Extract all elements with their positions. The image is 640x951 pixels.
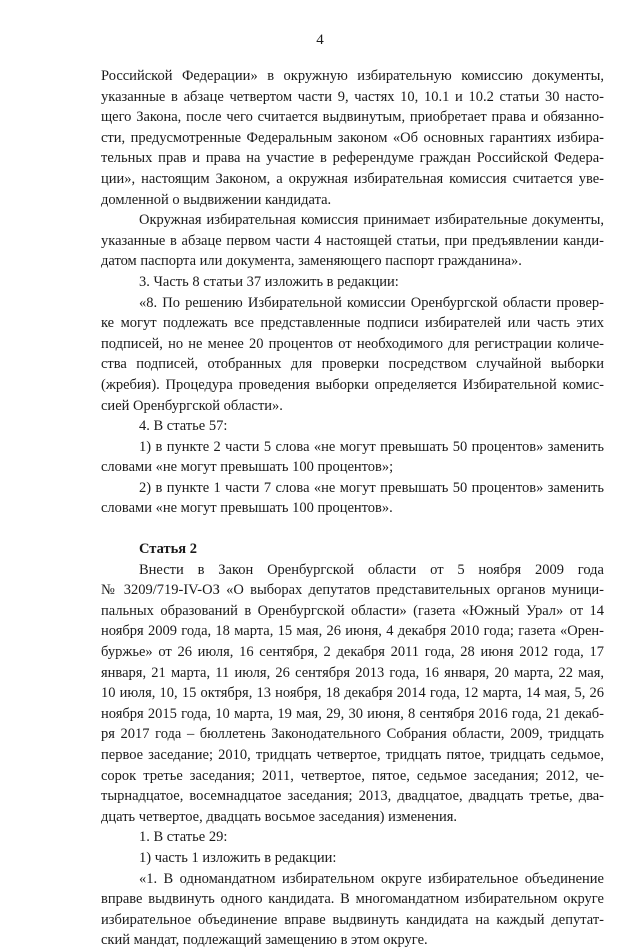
text-line: указанные в абзаце четвертом части 9, частях 10, 10.1 и 10.2 статьи 30 насто- [101, 88, 604, 105]
text-line: ции», настоящим Законом, а окружная избирательная комиссия считается уве- [101, 170, 604, 187]
text-line: вправе выдвинуть одного кандидата. В многомандатном избирательном округе [101, 891, 604, 908]
text-line: ря 2017 года – бюллетень Законодательного Собрания области, 2009, тридцать [101, 726, 604, 743]
text-line: первое заседание; 2010, тридцать четвертое, тридцать пятое, тридцать седьмое, [101, 747, 604, 763]
text-line: словами «не могут превышать 100 процентов»; [101, 459, 394, 476]
text-line: ноября 2015 года, 10 марта, 19 мая, 29, 30 июня, 8 сентября 2016 года, 21 декаб- [101, 705, 604, 722]
text-line: 4. В статье 57: [139, 418, 228, 435]
text-line: Окружная избирательная комиссия принимает избирательные документы, [139, 212, 604, 229]
text-line: ства подписей, отобранных для проверки посредством случайной выборки [101, 356, 604, 373]
text-line: словами «не могут превышать 100 процентов». [101, 500, 393, 517]
text-line: буржье» от 26 июля, 16 сентября, 2 декабря 2011 года, 28 июня 2012 года, 17 [101, 644, 604, 661]
text-line: подписей, но не менее 20 процентов от необходимого для регистрации количе- [101, 335, 604, 352]
text-line: домленной о выдвижении кандидата. [101, 191, 332, 208]
text-line: (жребия). Процедура проведения выборки определяется Избирательной комис- [101, 376, 604, 393]
text-line: указанные в абзаце первом части 4 настоящей статьи, при предъявлении канди- [101, 232, 604, 249]
text-line: датом паспорта или документа, заменяющего паспорт гражданина». [101, 253, 522, 270]
text-line: 1) в пункте 2 части 5 слова «не могут превышать 50 процентов» заменить [139, 438, 604, 455]
text-line: пальных образований в Оренбургской области» (газета «Южный Урал» от 14 [101, 602, 604, 619]
page-number: 4 [316, 32, 324, 48]
text-line: «1. В одномандатном избирательном округе избирательное объединение [139, 870, 604, 887]
text-line: 1) часть 1 изложить в редакции: [139, 849, 337, 866]
text-line: «8. По решению Избирательной комиссии Оренбургской области провер- [139, 294, 604, 311]
text-line: января, 21 марта, 11 июля, 26 сентября 2013 года, 16 января, 20 марта, 22 мая, [101, 664, 604, 681]
text-line: Российской Федерации» в окружную избирательную комиссию документы, [101, 68, 604, 84]
text-line: ноября 2009 года, 18 марта, 15 мая, 26 июня, 4 декабря 2010 года; газета «Орен- [101, 623, 604, 640]
text-line: сией Оренбургской области». [101, 397, 283, 414]
text-line: 10 июля, 10, 15 октября, 13 ноября, 18 декабря 2014 года, 12 марта, 14 мая, 5, 26 [101, 685, 604, 702]
text-line: избирательное объединение вправе выдвинуть кандидата на каждый депутат- [101, 911, 604, 928]
text-line: ке могут подлежать все представленные подписи избирателей или часть этих [101, 315, 604, 332]
text-line: № 3209/719-IV-ОЗ «О выборах депутатов представительных органов муници- [101, 582, 604, 599]
text-line: дцать четвертое, двадцать восьмое заседания) изменения. [101, 808, 458, 825]
text-line: тырнадцатое, восемнадцатое заседания; 2013, двадцатое, двадцать третье, два- [101, 788, 604, 805]
text-line: сти, предусмотренные Федеральным законом «Об основных гарантиях избира- [101, 129, 604, 146]
spacer [101, 519, 604, 539]
text-line: Внести в Закон Оренбургской области от 5 ноября 2009 года [139, 561, 604, 578]
text-line: сорок третье заседания; 2011, четвертое, пятое, седьмое заседания; 2012, че- [101, 767, 604, 784]
text-line: 3. Часть 8 статьи 37 изложить в редакции: [139, 273, 399, 290]
document-body [101, 66, 604, 951]
text-line: тельных прав и права на участие в референдуме граждан Российской Федера- [101, 150, 604, 167]
text-line: щего Закона, после чего считается выдвинутым, приобретает права и обязанно- [101, 109, 604, 126]
text-line: 2) в пункте 1 части 7 слова «не могут превышать 50 процентов» заменить [139, 479, 604, 496]
article-heading: Статья 2 [139, 541, 197, 558]
text-line: 1. В статье 29: [139, 829, 228, 846]
text-line: ский мандат, подлежащий замещению в этом округе. [101, 932, 428, 949]
